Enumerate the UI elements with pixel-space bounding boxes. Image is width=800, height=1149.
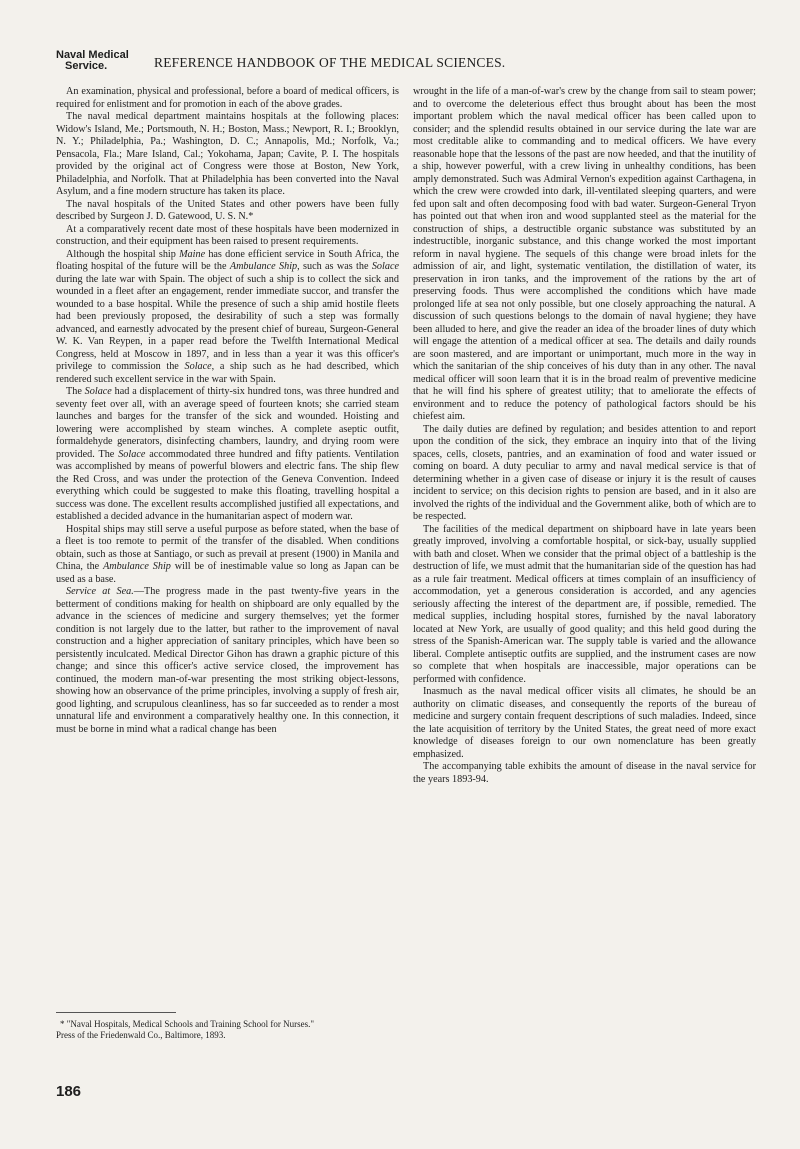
paragraph: wrought in the life of a man-of-war's crew by the change from sail to steam power; and to overcome the deleterious effect thus brought about has been the most important problem which the naval medical officer has been called upon to consider; and the splendid results obtained in our service during the late war are most creditable alike to commanding and to medical officers. We have every reasonable hope that the lessons of the past are now heeded, and that the inutility of a ship, however powerful, with a crew living in unhealthy conditions, has been amply demonstrated. Such was Admiral Vernon's expedition against Carthagena, in which the crew were crowded into dark, ill-ventilated sleeping quarters, and were fed upon salt and often decomposing food with bad water. Surgeon-General Tryon has pointed out that when iron and wood supplanted steel as the material for the construction of ships, a destructible organic substance was substituted by an indestructible, inorganic substance, and this change worked the most important reform in naval hygiene. The sequels of this change were broad inlets for the admission of air, and light, systematic ventilation, the distillation of water, its preservation in iron tanks, and the improvement of the rations by the art of preserving foods. Thus were accomplished the conditions which have made prolonged life at sea not only possible, but one closely approaching the natural. A discussion of such questions belongs to the domain of naval hygiene; they have been alluded to here, and give the reader an idea of the broader lines of duty which will engage the attention of a medical officer at sea. The details and daily rounds are soon mastered, and are important or unimportant, much more in the way in which the sanitarian of the ship conceives of his duty than in any other. The naval medical officer will soon learn that it is in the broad realm of preventive medicine that he will find his sphere of greatest utility; that to ameliorate the effects of environment and to reduce the potency of pathological factors should be his chiefest aim.: [413, 86, 756, 422]
paragraph: The daily duties are defined by regulation; and besides attention to and report upon the condition of the sick, they embrace an inquiry into that of the living spaces, cells, closets, pantries, and an examination of food and water issued or coming on board. A duty peculiar to army and naval medical service is that of determining whether in a given case of disease or injury it is the result of causes incident to service; on this decision rights to pension are based, and in it also are involved the rights of the individual and the Government alike, both of which are to be respected.: [413, 423, 756, 522]
footnote-line-1: * "Naval Hospitals, Medical Schools and Training School for Nurses.": [60, 1019, 315, 1029]
paragraph: Service at Sea.—The progress made in the past twenty-five years in the betterment of conditions making for health on shipboard are only equalled by the advance in the sciences of medicine and surgery themselves; yet the former condition is not largely due to the latter, but rather to the improvement of naval construction and a higher appreciation of sanitary principles, which have been so persistently inculcated. Medical Director Gihon has drawn a graphic picture of this change; and since this officer's active service closed, the improvement has continued, the modern man-of-war presenting the most striking object-lessons, showing how an observance of the prime principles, involving a supply of fresh air, good lighting, and scrupulous cleanliness, has so far succeeded as to render a most unnatural life and environment a comparatively healthy one. In this connection, it must be borne in mind what a radical change has been: [56, 586, 400, 735]
left-column: [56, 86, 399, 1108]
paragraph: At a comparatively recent date most of these hospitals have been modernized in construction, and their equipment has been raised to present requirements.: [56, 223, 399, 247]
paragraph: The naval medical department maintains hospitals at the following places: Widow's Island, Me.; Portsmouth, N. H.; Boston, Mass.; Newport, R. I.; Brooklyn, N. Y.; Philadelphia, Pa.; Washington, D. C.; Annapolis, Md.; Norfolk, Va.; Pensacola, Fla.; Mare Island, Cal.; Yokohama, Japan; Cavite, P. I. The hospitals provided by the original act of Congress were those at Boston, New York, Philadelphia, and Norfolk. That at Philadelphia has been converted into the Naval Asylum, and a fine modern structure has taken its place.: [56, 111, 399, 197]
section-label-line1: Naval Medical: [56, 49, 129, 61]
running-head: REFERENCE HANDBOOK OF THE MEDICAL SCIENCES.: [154, 55, 506, 70]
page-number: 186: [56, 1083, 82, 1100]
page-header: [56, 50, 760, 74]
paragraph: The accompanying table exhibits the amount of disease in the naval service for the years 1893-94.: [413, 761, 756, 785]
section-label-line2: Service.: [65, 60, 108, 72]
paragraph: The Solace had a displacement of thirty-six hundred tons, was three hundred and seventy feet over all, with an average speed of fourteen knots; she carried steam launches and barges for the transfer of the sick and wounded. Hoisting and lowering were accomplished by steam winches. A complete aseptic outfit, formaldehyde generators, disinfecting chambers, laundry, and drying room were provided. The Solace accommodated three hundred and fifty patients. Ventilation was accomplished by means of powerful blowers and electric fans. The ship flew the Red Cross, and was under the protection of the Geneva Convention. Indeed everything which could be suggested to make this floating, travelling hospital a success was done. The excellent results accomplished justified all expectations, and established a decided advance in the humanitarian aspect of modern war.: [56, 386, 399, 522]
footnote-rule: [56, 1012, 176, 1013]
footnote: [56, 1012, 399, 1041]
footnote-line-2: Press of the Friedenwald Co., Baltimore, 1893.: [56, 1030, 226, 1040]
right-column: [413, 86, 756, 1108]
paragraph: Inasmuch as the naval medical officer visits all climates, he should be an authority on climatic diseases, and consequently the reports of the bureau of medicine and surgery contain frequent descriptions of such maladies. Indeed, since the late acquisition of territory by the United States, the great need of more exact knowledge of diseases foreign to our own nomenclature has been greatly emphasized.: [413, 686, 756, 760]
body-columns: [56, 86, 756, 1108]
paragraph: An examination, physical and professional, before a board of medical officers, is required for enlistment and for promotion in each of the above grades.: [56, 86, 399, 110]
paragraph: The facilities of the medical department on shipboard have in late years been greatly improved, involving a comfortable hospital, or sick-bay, usually supplied with bath and closet. When we consider that the primal object of a battleship is the destruction of life, we must admit that the humanitarian side of the question has had as a rule fair treatment. Medical officers at times complain of an insufficiency of accommodation, yet a generous consideration is accorded, and any agencies seriously affecting the interest of the department are, if possible, remedied. The medical supplies, including hospital stores, furnished by the naval laboratory located at New York, are usually of good quality; and this held good during the stress of the Spanish-American war. The supply table is varied and the allowance liberal. Complete antiseptic outfits are supplied, and the instrument cases are now so complete that when hospitals are inaccessible, major operations can be performed with confidence.: [413, 523, 756, 685]
paragraph: The naval hospitals of the United States and other powers have been fully described by Surgeon J. D. Gatewood, U. S. N.*: [56, 198, 399, 222]
paragraph: Hospital ships may still serve a useful purpose as before stated, when the base of a fleet is too remote to permit of the transfer of the disabled. When conditions obtain, such as those at Santiago, or such as prevail at present (1900) in Manila and China, the Ambulance Ship will be of inestimable value so long as Japan can be used as a base.: [56, 523, 399, 585]
section-label: [56, 50, 129, 72]
paragraph: Although the hospital ship Maine has done efficient service in South Africa, the floating hospital of the future will be the Ambulance Ship, such as was the Solace during the late war with Spain. The object of such a ship is to collect the sick and wounded in a fleet after an engagement, render immediate succor, and transfer the wounded to a base hospital. While the presence of such a ship amid hostile fleets had been previously proposed, the desirability of such a step was formally advanced, and earnestly advocated by the present chief of bureau, Surgeon-General W. K. Van Reypen, in a paper read before the Twelfth International Medical Congress, held at Moscow in 1897, and in less than a year it was this officer's privilege to commission the Solace, a ship such as he had described, which rendered such excellent service in the war with Spain.: [56, 248, 400, 385]
subheading-service-at-sea: Service at Sea.: [66, 586, 134, 597]
